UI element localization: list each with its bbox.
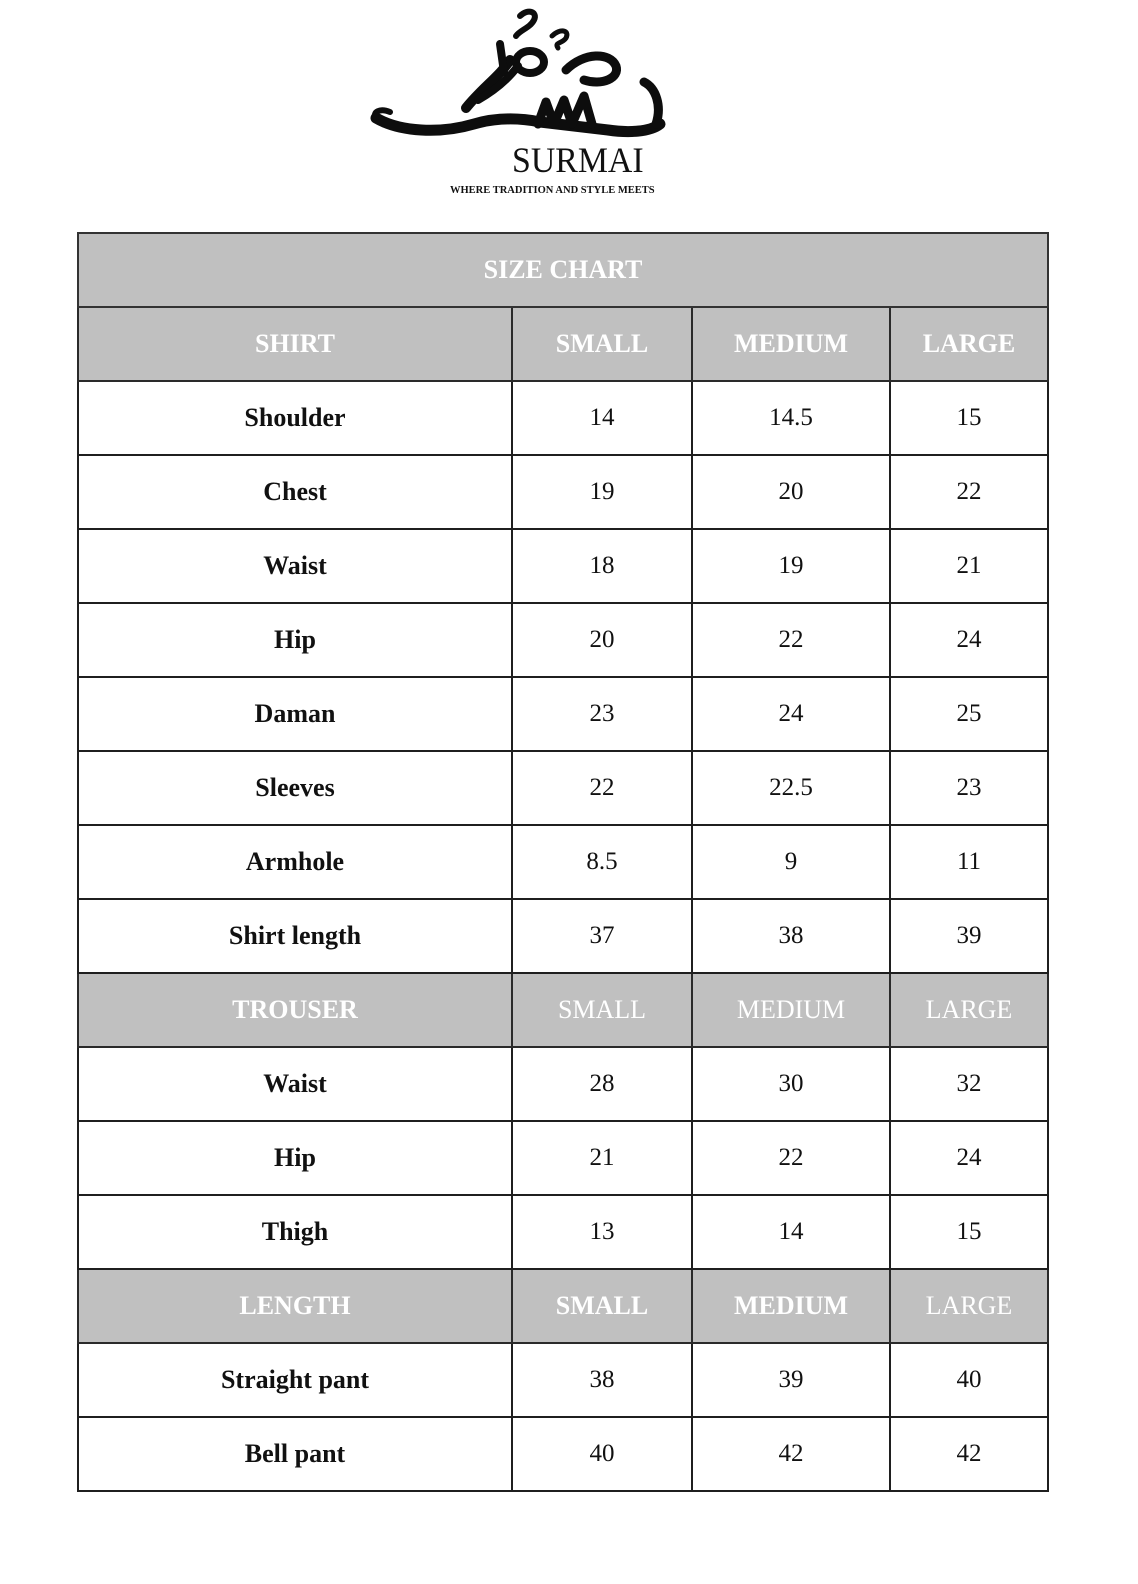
cell-small: 23: [512, 677, 692, 751]
cell-small: 19: [512, 455, 692, 529]
column-header-medium: MEDIUM: [692, 973, 890, 1047]
section-heading: SHIRT: [78, 307, 512, 381]
cell-large: 11: [890, 825, 1048, 899]
row-label: Shirt length: [78, 899, 512, 973]
cell-medium: 19: [692, 529, 890, 603]
section-header-row: [78, 973, 1048, 1047]
cell-small: 28: [512, 1047, 692, 1121]
table-row: [78, 899, 1048, 973]
brand-logo: [370, 6, 670, 202]
section-heading: TROUSER: [78, 973, 512, 1047]
cell-medium: 30: [692, 1047, 890, 1121]
table-row: [78, 1121, 1048, 1195]
row-label: Chest: [78, 455, 512, 529]
brand-tagline: WHERE TRADITION AND STYLE MEETS: [450, 185, 655, 196]
cell-small: 21: [512, 1121, 692, 1195]
cell-small: 20: [512, 603, 692, 677]
cell-medium: 22.5: [692, 751, 890, 825]
section-header-row: [78, 1269, 1048, 1343]
cell-medium: 38: [692, 899, 890, 973]
table-row: [78, 751, 1048, 825]
row-label: Daman: [78, 677, 512, 751]
column-header-small: SMALL: [512, 973, 692, 1047]
row-label: Bell pant: [78, 1417, 512, 1491]
column-header-large: LARGE: [890, 307, 1048, 381]
cell-large: 24: [890, 603, 1048, 677]
cell-small: 14: [512, 381, 692, 455]
column-header-small: SMALL: [512, 307, 692, 381]
size-chart-table: [77, 232, 1049, 1492]
column-header-small: SMALL: [512, 1269, 692, 1343]
cell-large: 15: [890, 1195, 1048, 1269]
row-label: Shoulder: [78, 381, 512, 455]
cell-medium: 39: [692, 1343, 890, 1417]
cell-medium: 20: [692, 455, 890, 529]
section-heading: LENGTH: [78, 1269, 512, 1343]
row-label: Straight pant: [78, 1343, 512, 1417]
size-chart-title-row: [78, 233, 1048, 307]
size-chart-title: SIZE CHART: [78, 233, 1048, 307]
table-row: [78, 1195, 1048, 1269]
cell-medium: 14: [692, 1195, 890, 1269]
cell-large: 25: [890, 677, 1048, 751]
cell-small: 38: [512, 1343, 692, 1417]
cell-small: 22: [512, 751, 692, 825]
column-header-large: LARGE: [890, 973, 1048, 1047]
cell-large: 21: [890, 529, 1048, 603]
table-row: [78, 825, 1048, 899]
row-label: Waist: [78, 1047, 512, 1121]
column-header-large: LARGE: [890, 1269, 1048, 1343]
table-row: [78, 677, 1048, 751]
table-row: [78, 529, 1048, 603]
cell-large: 15: [890, 381, 1048, 455]
row-label: Sleeves: [78, 751, 512, 825]
cell-small: 8.5: [512, 825, 692, 899]
cell-large: 40: [890, 1343, 1048, 1417]
brand-name: SURMAI: [512, 140, 644, 180]
surmai-calligraphy-logo: [370, 6, 670, 146]
cell-small: 40: [512, 1417, 692, 1491]
cell-large: 22: [890, 455, 1048, 529]
table-row: [78, 603, 1048, 677]
cell-large: 24: [890, 1121, 1048, 1195]
cell-medium: 22: [692, 603, 890, 677]
cell-medium: 9: [692, 825, 890, 899]
table-row: [78, 455, 1048, 529]
cell-large: 42: [890, 1417, 1048, 1491]
cell-large: 23: [890, 751, 1048, 825]
cell-small: 13: [512, 1195, 692, 1269]
cell-small: 18: [512, 529, 692, 603]
cell-medium: 24: [692, 677, 890, 751]
row-label: Hip: [78, 603, 512, 677]
column-header-medium: MEDIUM: [692, 1269, 890, 1343]
column-header-medium: MEDIUM: [692, 307, 890, 381]
cell-small: 37: [512, 899, 692, 973]
table-row: [78, 1417, 1048, 1491]
cell-large: 39: [890, 899, 1048, 973]
table-row: [78, 381, 1048, 455]
row-label: Thigh: [78, 1195, 512, 1269]
cell-medium: 42: [692, 1417, 890, 1491]
row-label: Hip: [78, 1121, 512, 1195]
row-label: Waist: [78, 529, 512, 603]
section-header-row: [78, 307, 1048, 381]
row-label: Armhole: [78, 825, 512, 899]
table-row: [78, 1343, 1048, 1417]
table-row: [78, 1047, 1048, 1121]
cell-large: 32: [890, 1047, 1048, 1121]
cell-medium: 22: [692, 1121, 890, 1195]
cell-medium: 14.5: [692, 381, 890, 455]
